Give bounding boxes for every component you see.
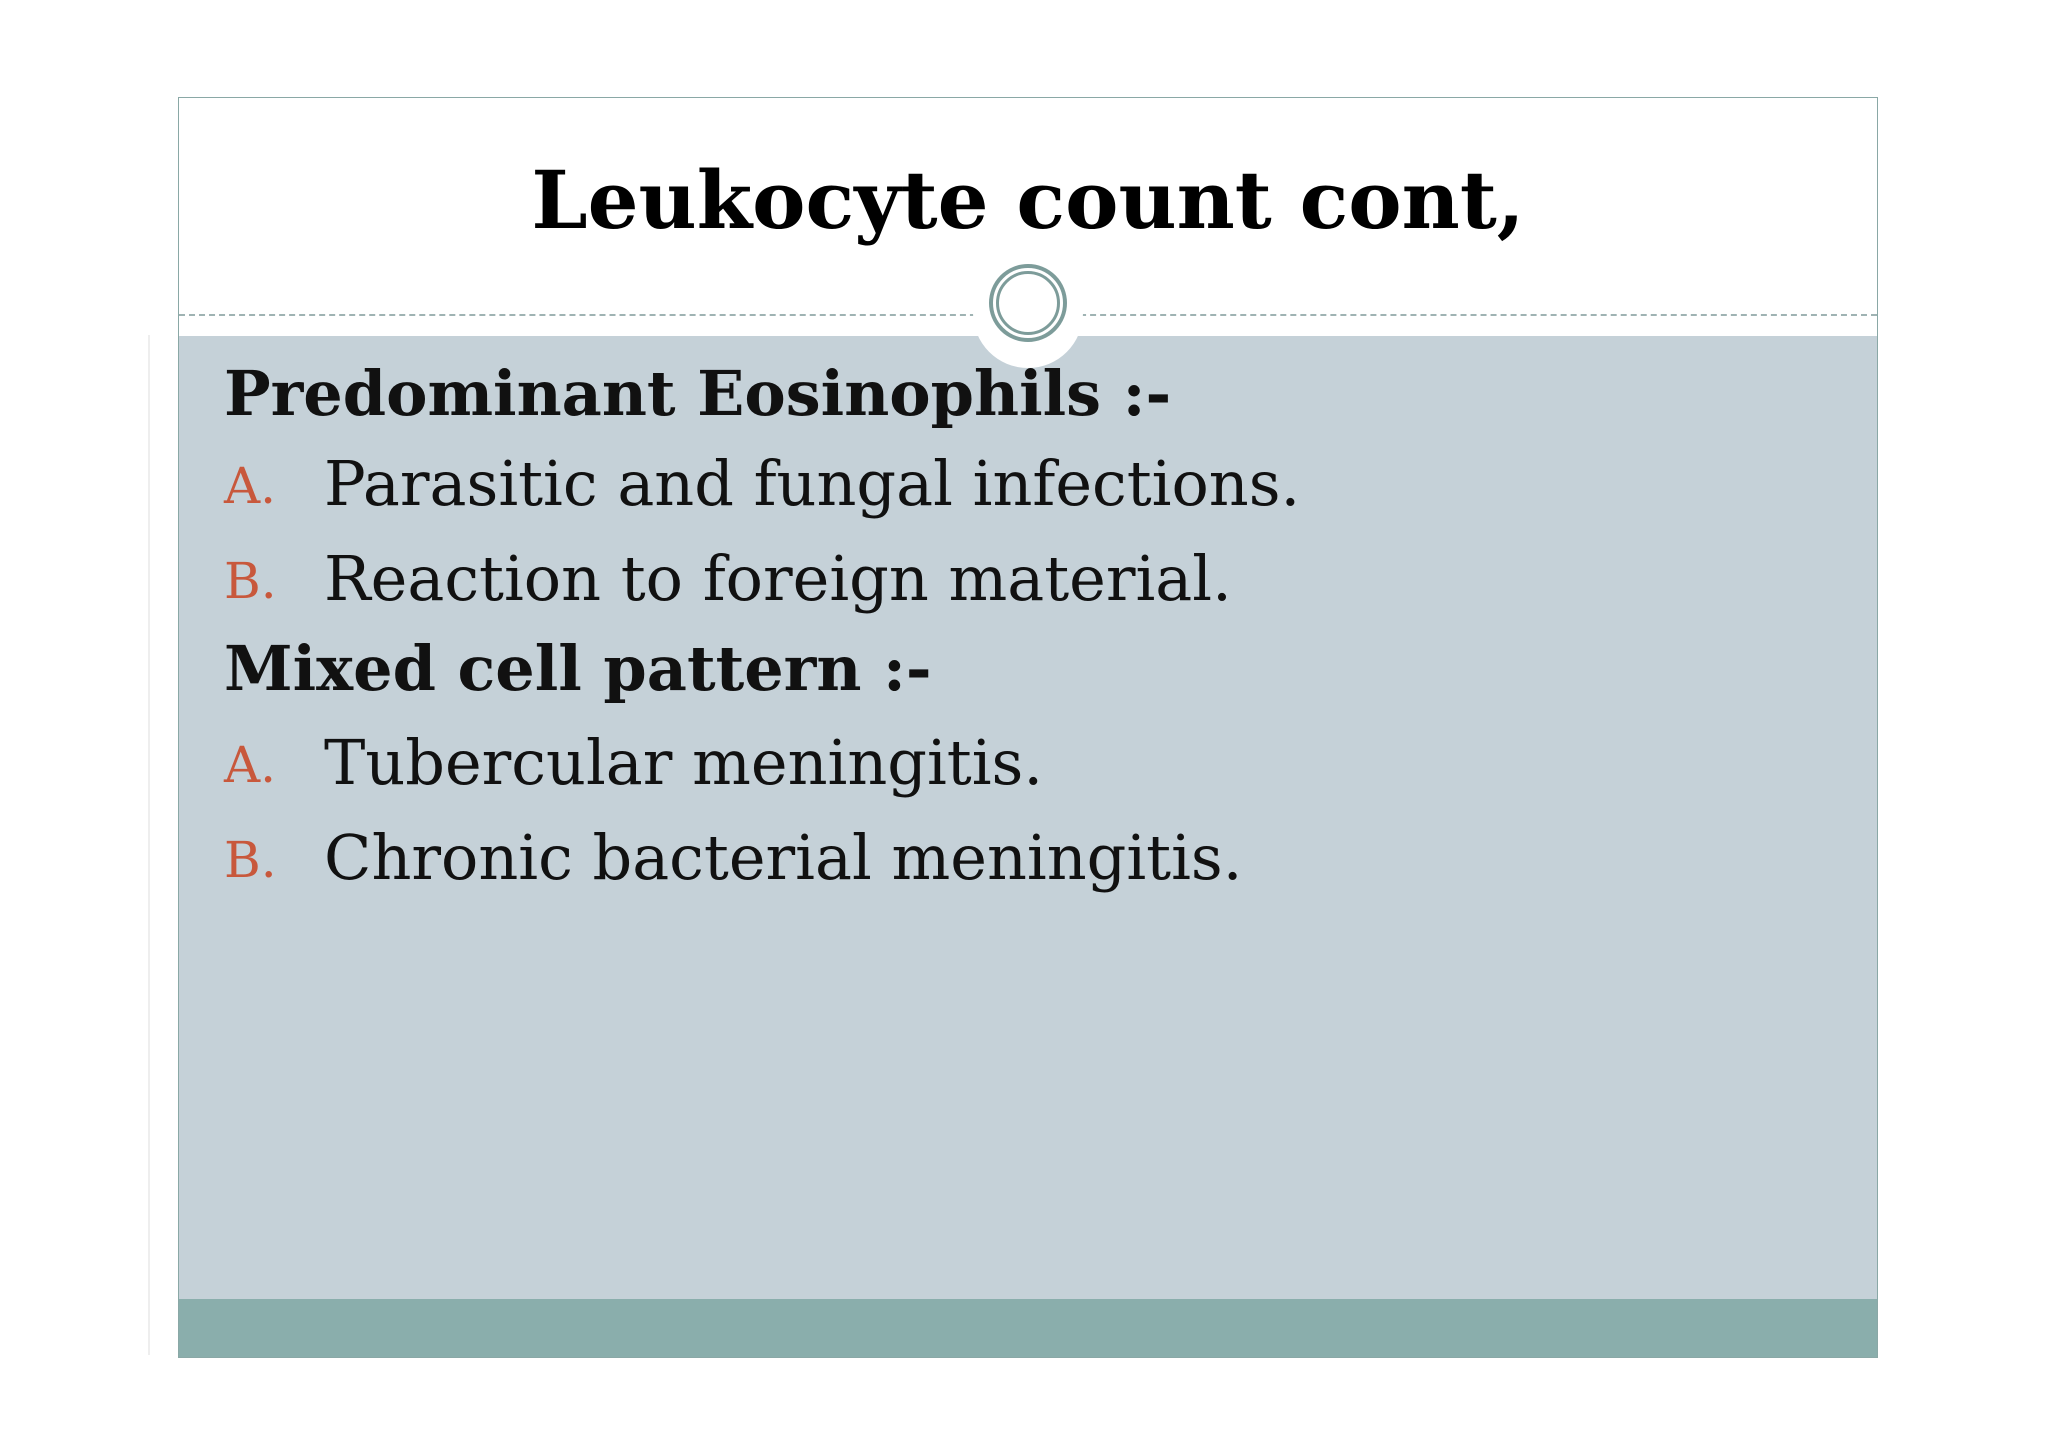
list-marker: B.	[224, 831, 277, 889]
section-heading-eosinophils: Predominant Eosinophils :-	[224, 357, 1172, 430]
list-item	[224, 544, 1824, 639]
eosinophils-list	[224, 449, 1824, 639]
list-item	[224, 449, 1824, 544]
list-item-text: Reaction to foreign material.	[324, 542, 1232, 615]
slide-body	[224, 357, 1824, 918]
footer-bar	[179, 1299, 1877, 1358]
list-item	[224, 728, 1824, 823]
slide	[178, 97, 1878, 1358]
slide-title: Leukocyte count cont,	[531, 153, 1525, 247]
list-item-text: Tubercular meningitis.	[324, 726, 1044, 799]
list-item-text: Chronic bacterial meningitis.	[324, 821, 1243, 894]
list-item-text: Parasitic and fungal infections.	[324, 447, 1301, 520]
section-heading-mixed-cell: Mixed cell pattern :-	[224, 632, 932, 705]
list-item	[224, 823, 1824, 918]
list-marker: A.	[224, 457, 277, 515]
circle-ornament-inner-ring	[996, 271, 1060, 335]
list-marker: A.	[224, 736, 277, 794]
slide-left-shadow	[148, 335, 150, 1355]
mixed-cell-list	[224, 728, 1824, 918]
list-marker: B.	[224, 552, 277, 610]
